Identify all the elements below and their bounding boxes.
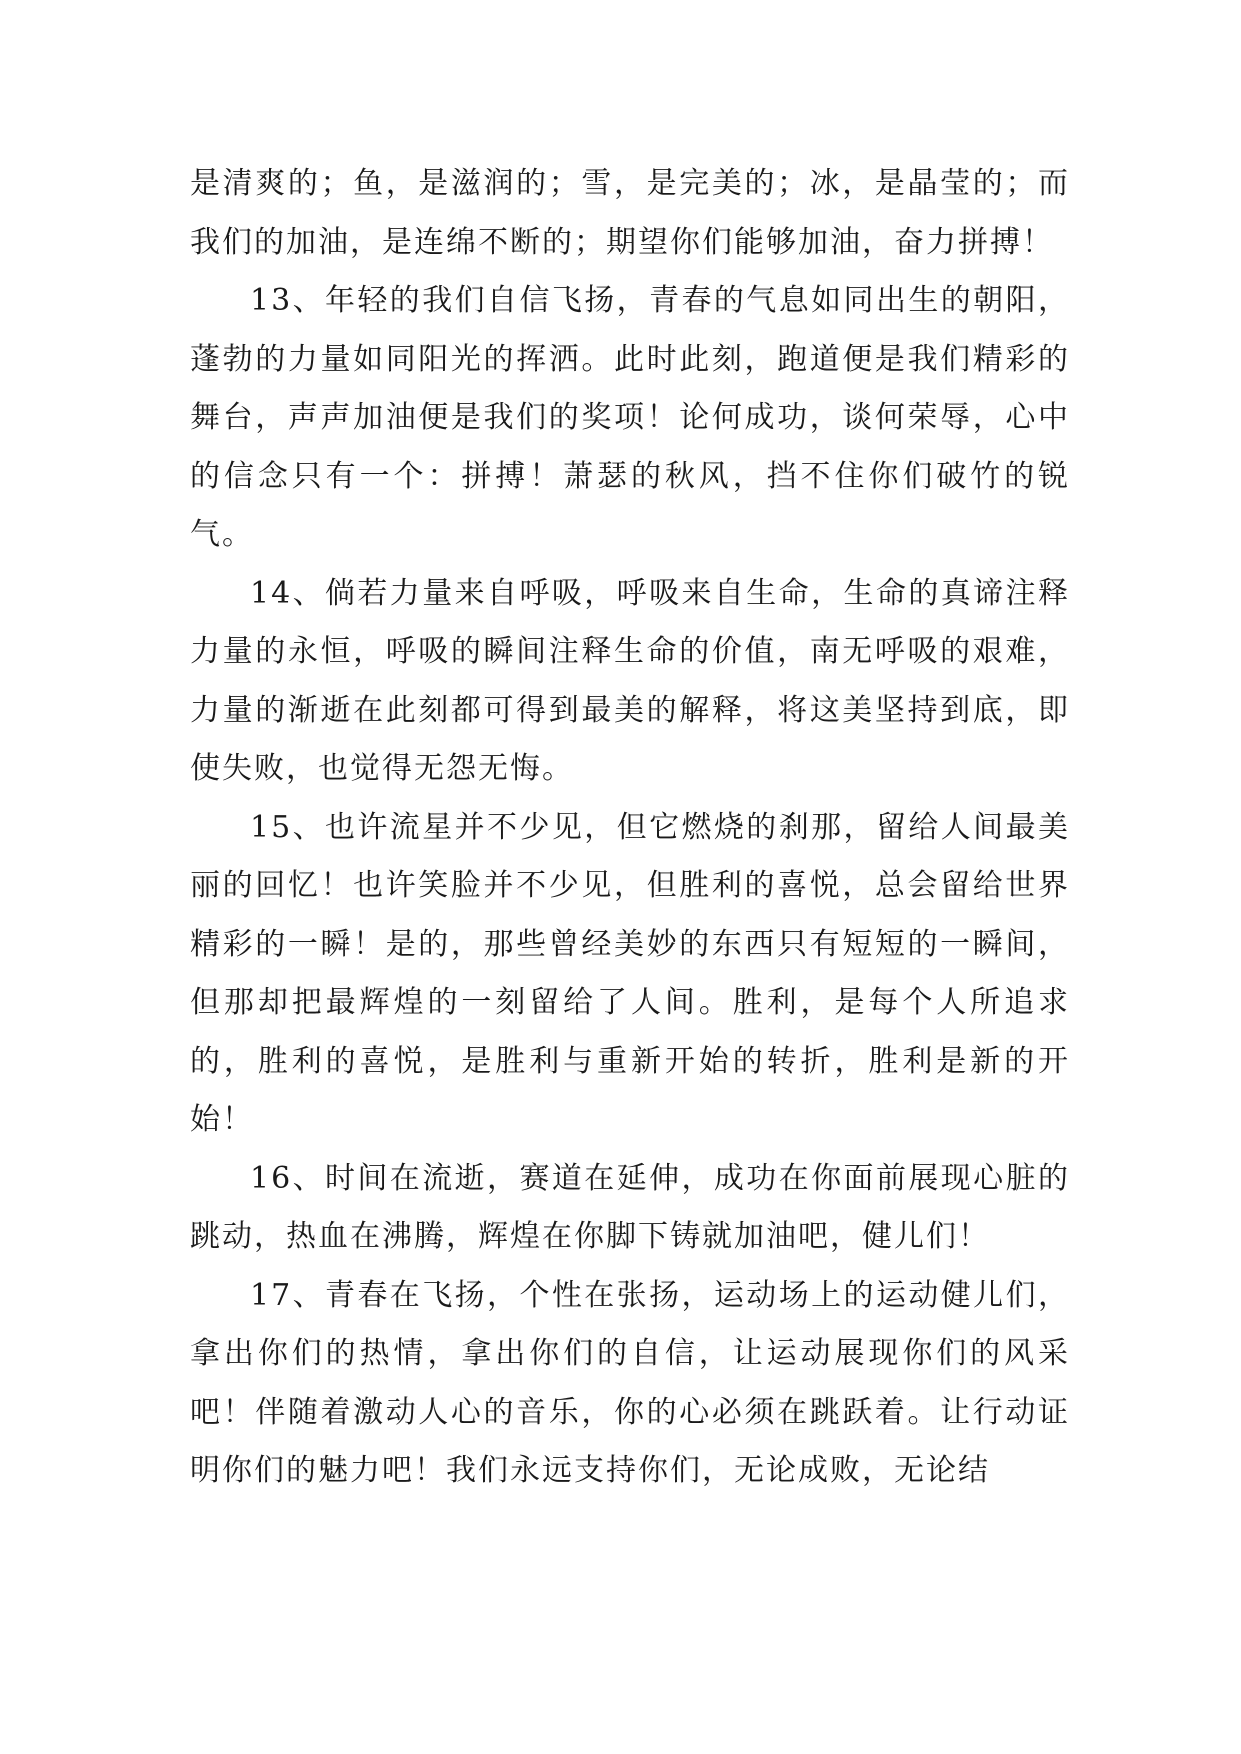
paragraph-continued: 是清爽的；鱼，是滋润的；雪，是完美的；冰，是晶莹的；而我们的加油，是连绵不断的；期望你们能够加油，奋力拼搏！ bbox=[190, 166, 1070, 260]
paragraph-14: 14、倘若力量来自呼吸，呼吸来自生命，生命的真谛注释力量的永恒，呼吸的瞬间注释生命的价值，南无呼吸的艰难，力量的渐逝在此刻都可得到最美的解释，将这美坚持到底，即使失败，也觉得无怨无悔。 bbox=[190, 575, 1070, 786]
paragraph-13: 13、年轻的我们自信飞扬，青春的气息如同出生的朝阳，蓬勃的力量如同阳光的挥洒。此时此刻，跑道便是我们精彩的舞台，声声加油便是我们的奖项！论何成功，谈何荣辱，心中的信念只有一个：拼搏！萧瑟的秋风，挡不住你们破竹的锐气。 bbox=[190, 283, 1070, 552]
paragraph-17: 17、青春在飞扬，个性在张扬，运动场上的运动健儿们，拿出你们的热情，拿出你们的自信，让运动展现你们的风采吧！伴随着激动人心的音乐，你的心必须在跳跃着。让行动证明你们的魅力吧！我们永远支持你们，无论成败，无论结 bbox=[190, 1277, 1070, 1488]
paragraph-16: 16、时间在流逝，赛道在延伸，成功在你面前展现心脏的跳动，热血在沸腾，辉煌在你脚下铸就加油吧，健儿们！ bbox=[190, 1160, 1070, 1254]
paragraph-15: 15、也许流星并不少见，但它燃烧的刹那，留给人间最美丽的回忆！也许笑脸并不少见，但胜利的喜悦，总会留给世界精彩的一瞬！是的，那些曾经美妙的东西只有短短的一瞬间，但那却把最辉煌的一刻留给了人间。胜利，是每个人所追求的，胜利的喜悦，是胜利与重新开始的转折，胜利是新的开始！ bbox=[190, 809, 1070, 1137]
document-body bbox=[190, 155, 1070, 1501]
